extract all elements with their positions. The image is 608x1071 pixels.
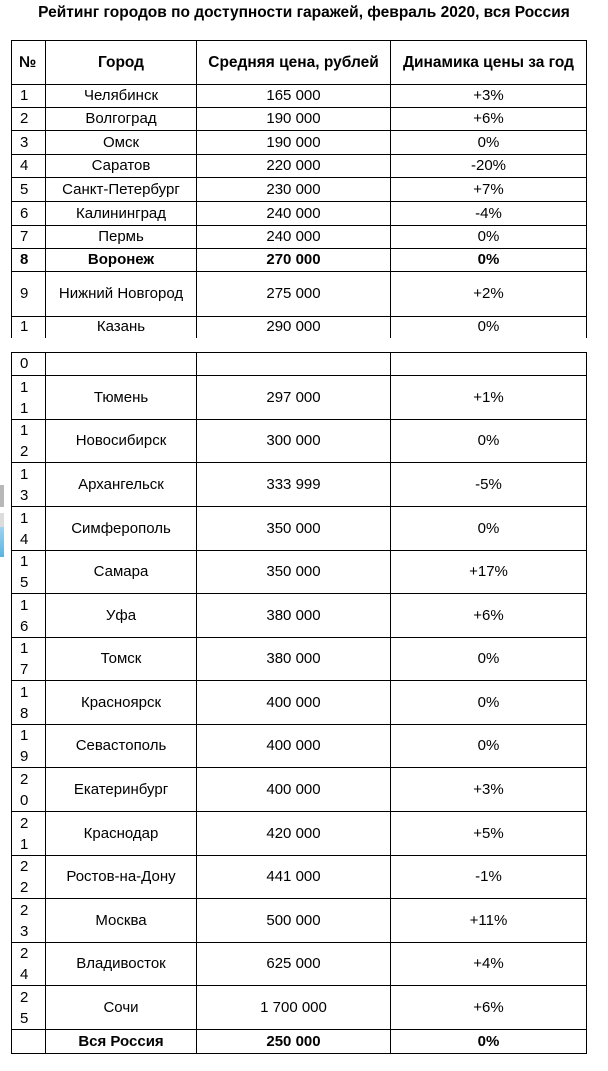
change-cell: +3% [391,768,587,812]
rank-cell: 1 4 [12,507,46,551]
rank-cell: 7 [12,226,46,249]
price-cell: 270 000 [197,249,391,272]
price-cell: 165 000 [197,85,391,108]
table-row [12,108,587,131]
city-cell: Казань [46,317,197,338]
change-cell: +4% [391,943,587,986]
city-cell: Севастополь [46,725,197,768]
edge-fragment [0,485,4,557]
table-row [12,986,587,1030]
total-price-cell: 250 000 [197,1030,391,1054]
price-cell: 220 000 [197,155,391,178]
header-change: Динамика цены за год [391,41,587,85]
change-cell: +11% [391,899,587,943]
header-city: Город [46,41,197,85]
city-cell: Москва [46,899,197,943]
header-row [12,41,587,85]
table-row [12,507,587,551]
table-row [12,131,587,155]
table-row [12,594,587,638]
price-cell: 625 000 [197,943,391,986]
total-rank-cell [12,1030,46,1054]
table-row [12,249,587,272]
rank-cell: 1 5 [12,551,46,594]
table-row [12,768,587,812]
city-cell: Тюмень [46,376,197,420]
city-cell: Калининград [46,202,197,226]
table-row [12,376,587,420]
price-cell: 420 000 [197,812,391,856]
change-cell: +6% [391,594,587,638]
table-row [12,856,587,899]
table-row [12,551,587,594]
city-cell: Владивосток [46,943,197,986]
rank-cell: 1 [12,85,46,108]
city-cell: Омск [46,131,197,155]
change-cell [391,353,587,376]
rank-cell: 6 [12,202,46,226]
change-cell: 0% [391,249,587,272]
change-cell: 0% [391,638,587,681]
price-cell: 275 000 [197,272,391,317]
change-cell: +7% [391,178,587,202]
table-row [12,317,587,338]
change-cell: 0% [391,226,587,249]
table-row [12,178,587,202]
rank-cell: 2 4 [12,943,46,986]
rank-cell: 9 [12,272,46,317]
city-cell: Симферополь [46,507,197,551]
rank-cell: 1 [12,317,46,338]
city-cell: Пермь [46,226,197,249]
price-cell: 230 000 [197,178,391,202]
total-city-cell: Вся Россия [46,1030,197,1054]
table-row [12,899,587,943]
city-cell: Саратов [46,155,197,178]
rank-cell: 1 8 [12,681,46,725]
price-cell: 350 000 [197,551,391,594]
price-cell: 350 000 [197,507,391,551]
city-cell: Сочи [46,986,197,1030]
city-cell: Краснодар [46,812,197,856]
city-cell: Самара [46,551,197,594]
city-cell: Ростов-на-Дону [46,856,197,899]
price-cell: 400 000 [197,681,391,725]
rank-cell: 4 [12,155,46,178]
rank-cell: 5 [12,178,46,202]
rank-cell: 0 [12,353,46,376]
header-price: Средняя цена, рублей [197,41,391,85]
table-row [12,681,587,725]
rank-cell: 1 3 [12,463,46,507]
rank-cell: 3 [12,131,46,155]
change-cell: -5% [391,463,587,507]
table-row [12,638,587,681]
change-cell: 0% [391,420,587,463]
table-row [12,463,587,507]
table-row [12,725,587,768]
rank-cell: 2 1 [12,812,46,856]
city-cell: Екатеринбург [46,768,197,812]
header-num: № [12,41,46,85]
change-cell: -20% [391,155,587,178]
table-row [12,202,587,226]
change-cell: -4% [391,202,587,226]
price-cell: 240 000 [197,226,391,249]
table-row [12,812,587,856]
change-cell: 0% [391,131,587,155]
table-row [12,85,587,108]
change-cell: 0% [391,725,587,768]
rank-cell: 1 7 [12,638,46,681]
price-cell: 500 000 [197,899,391,943]
city-cell: Санкт-Петербург [46,178,197,202]
rank-cell: 2 2 [12,856,46,899]
price-cell: 290 000 [197,317,391,338]
price-cell: 333 999 [197,463,391,507]
table-row [12,272,587,317]
change-cell: +6% [391,108,587,131]
price-cell: 441 000 [197,856,391,899]
city-cell [46,353,197,376]
city-cell: Воронеж [46,249,197,272]
page-title: Рейтинг городов по доступности гаражей, февраль 2020, вся Россия [38,4,570,21]
city-cell: Уфа [46,594,197,638]
table-row [12,155,587,178]
rank-cell: 1 6 [12,594,46,638]
table-row [12,353,587,376]
change-cell: +2% [391,272,587,317]
garage-rating-table-part2 [11,352,587,1054]
garage-rating-table-part1 [11,40,587,338]
change-cell: +17% [391,551,587,594]
city-cell: Красноярск [46,681,197,725]
change-cell: +1% [391,376,587,420]
table-row [12,420,587,463]
city-cell: Новосибирск [46,420,197,463]
price-cell: 240 000 [197,202,391,226]
price-cell: 400 000 [197,768,391,812]
total-change-cell: 0% [391,1030,587,1054]
price-cell: 190 000 [197,108,391,131]
city-cell: Челябинск [46,85,197,108]
change-cell: +6% [391,986,587,1030]
rank-cell: 1 1 [12,376,46,420]
city-cell: Нижний Новгород [46,272,197,317]
rank-cell: 2 3 [12,899,46,943]
price-cell: 400 000 [197,725,391,768]
change-cell: 0% [391,317,587,338]
city-cell: Томск [46,638,197,681]
table-row [12,226,587,249]
rank-cell: 1 2 [12,420,46,463]
rank-cell: 2 0 [12,768,46,812]
price-cell [197,353,391,376]
price-cell: 380 000 [197,594,391,638]
rank-cell: 2 [12,108,46,131]
change-cell: +5% [391,812,587,856]
price-cell: 297 000 [197,376,391,420]
change-cell: 0% [391,681,587,725]
price-cell: 190 000 [197,131,391,155]
price-cell: 380 000 [197,638,391,681]
table-row [12,943,587,986]
change-cell: -1% [391,856,587,899]
total-row [12,1030,587,1054]
change-cell: 0% [391,507,587,551]
rank-cell: 2 5 [12,986,46,1030]
rank-cell: 8 [12,249,46,272]
city-cell: Волгоград [46,108,197,131]
rank-cell: 1 9 [12,725,46,768]
price-cell: 1 700 000 [197,986,391,1030]
city-cell: Архангельск [46,463,197,507]
change-cell: +3% [391,85,587,108]
price-cell: 300 000 [197,420,391,463]
